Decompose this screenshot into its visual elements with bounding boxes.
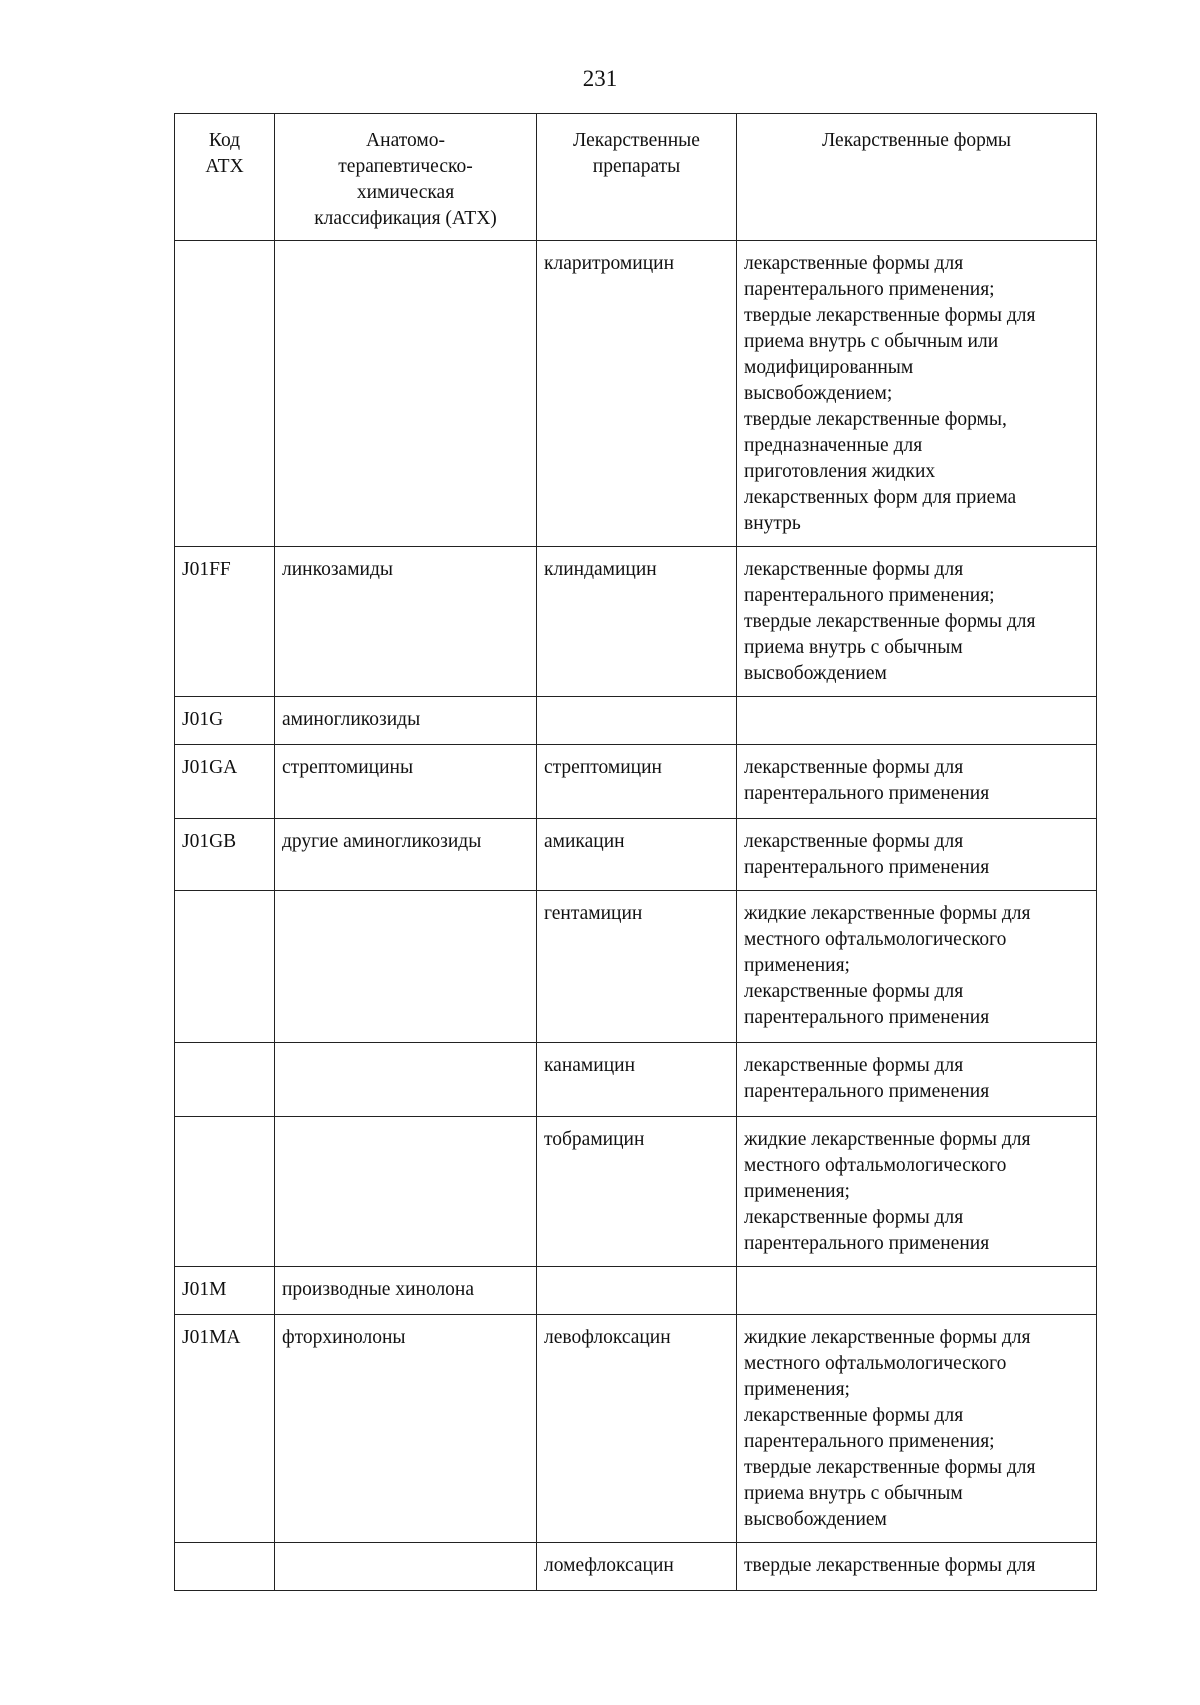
forms-line: твердые лекарственные формы, [744, 409, 1007, 430]
forms-line: лекарственные формы для [744, 1207, 964, 1228]
forms-line: парентерального применения [744, 1007, 990, 1028]
table-row [175, 745, 1097, 819]
forms-line: местного офтальмологического [744, 1155, 1007, 1176]
forms-line: парентерального применения [744, 1233, 990, 1254]
classification-cell: производные хинолона [275, 1267, 537, 1315]
forms-line: лекарственных форм для приема [744, 487, 1017, 508]
forms-cell [737, 547, 1097, 697]
forms-line: высвобождением; [744, 383, 893, 404]
forms-line: приема внутрь с обычным [744, 637, 963, 658]
drug-cell: тобрамицин [537, 1117, 737, 1267]
drug-cell: левофлоксацин [537, 1315, 737, 1543]
forms-line: применения; [744, 1181, 850, 1202]
forms-line: жидкие лекарственные формы для [744, 1327, 1031, 1348]
code-cell [175, 1543, 275, 1591]
code-cell [175, 1043, 275, 1117]
forms-line: твердые лекарственные формы для [744, 1555, 1036, 1576]
table-row [175, 547, 1097, 697]
forms-line: лекарственные формы для [744, 981, 964, 1002]
forms-line: высвобождением [744, 663, 887, 684]
table-row [175, 891, 1097, 1043]
forms-line: лекарственные формы для [744, 1055, 964, 1076]
forms-line: твердые лекарственные формы для [744, 305, 1036, 326]
forms-line: местного офтальмологического [744, 929, 1007, 950]
classification-cell [275, 1043, 537, 1117]
classification-cell: стрептомицины [275, 745, 537, 819]
forms-line: лекарственные формы для [744, 253, 964, 274]
forms-cell [737, 1315, 1097, 1543]
code-cell: J01FF [175, 547, 275, 697]
forms-line: приема внутрь с обычным или [744, 331, 999, 352]
forms-line: лекарственные формы для [744, 757, 964, 778]
code-cell: J01M [175, 1267, 275, 1315]
code-cell [175, 1117, 275, 1267]
drug-cell: амикацин [537, 819, 737, 891]
table-row [175, 1315, 1097, 1543]
code-cell: J01MA [175, 1315, 275, 1543]
table-row [175, 241, 1097, 547]
forms-line: парентерального применения [744, 857, 990, 878]
forms-line: высвобождением [744, 1509, 887, 1530]
classification-cell: линкозамиды [275, 547, 537, 697]
classification-cell: аминогликозиды [275, 697, 537, 745]
table-row [175, 819, 1097, 891]
table-row [175, 1543, 1097, 1591]
forms-line: парентерального применения [744, 1081, 990, 1102]
classification-cell: фторхинолоны [275, 1315, 537, 1543]
table-row [175, 1267, 1097, 1315]
code-cell [175, 891, 275, 1043]
forms-cell [737, 1267, 1097, 1315]
classification-cell [275, 891, 537, 1043]
drug-cell [537, 697, 737, 745]
forms-line: лекарственные формы для [744, 831, 964, 852]
forms-line: лекарственные формы для [744, 1405, 964, 1426]
code-cell: J01GA [175, 745, 275, 819]
header-drugs: Лекарственные препараты [537, 114, 737, 241]
forms-line: твердые лекарственные формы для [744, 1457, 1036, 1478]
forms-cell [737, 1043, 1097, 1117]
drug-cell: гентамицин [537, 891, 737, 1043]
forms-line: парентерального применения; [744, 585, 995, 606]
table-body [175, 241, 1097, 1591]
drug-cell: ломефлоксацин [537, 1543, 737, 1591]
forms-line: внутрь [744, 513, 801, 534]
classification-cell: другие аминогликозиды [275, 819, 537, 891]
classification-cell [275, 241, 537, 547]
drug-cell: стрептомицин [537, 745, 737, 819]
header-classification: Анатомо- терапевтическо- химическая классификация (АТХ) [275, 114, 537, 241]
code-cell: J01GB [175, 819, 275, 891]
drug-cell: кларитромицин [537, 241, 737, 547]
forms-line: применения; [744, 1379, 850, 1400]
forms-cell [737, 1543, 1097, 1591]
table-row [175, 1117, 1097, 1267]
forms-line: парентерального применения; [744, 279, 995, 300]
forms-line: жидкие лекарственные формы для [744, 903, 1031, 924]
drug-cell: канамицин [537, 1043, 737, 1117]
forms-line: местного офтальмологического [744, 1353, 1007, 1374]
code-cell: J01G [175, 697, 275, 745]
forms-line: жидкие лекарственные формы для [744, 1129, 1031, 1150]
forms-line: парентерального применения; [744, 1431, 995, 1452]
forms-cell [737, 697, 1097, 745]
drug-cell [537, 1267, 737, 1315]
forms-cell [737, 891, 1097, 1043]
forms-line: парентерального применения [744, 783, 990, 804]
classification-cell [275, 1543, 537, 1591]
table-header-row [175, 114, 1097, 241]
header-code: Код АТХ [175, 114, 275, 241]
forms-cell [737, 241, 1097, 547]
code-cell [175, 241, 275, 547]
drug-cell: клиндамицин [537, 547, 737, 697]
page-number: 231 [582, 66, 618, 91]
forms-line: предназначенные для [744, 435, 923, 456]
table-row [175, 1043, 1097, 1117]
forms-cell [737, 745, 1097, 819]
forms-line: приема внутрь с обычным [744, 1483, 963, 1504]
header-forms: Лекарственные формы [737, 114, 1097, 241]
table-row [175, 697, 1097, 745]
forms-line: твердые лекарственные формы для [744, 611, 1036, 632]
atx-drug-table [174, 113, 1097, 1591]
forms-line: применения; [744, 955, 850, 976]
forms-line: лекарственные формы для [744, 559, 964, 580]
forms-cell [737, 819, 1097, 891]
forms-cell [737, 1117, 1097, 1267]
forms-line: модифицированным [744, 357, 914, 378]
classification-cell [275, 1117, 537, 1267]
forms-line: приготовления жидких [744, 461, 936, 482]
